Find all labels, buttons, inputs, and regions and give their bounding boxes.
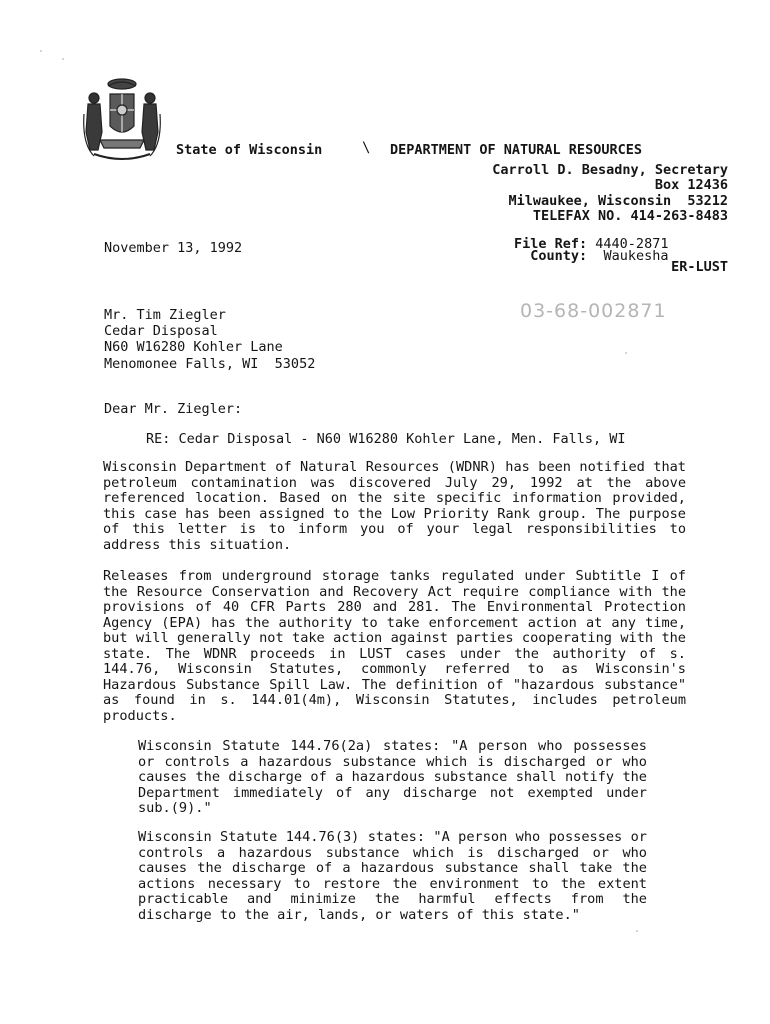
paragraph-text: Releases from underground storage tanks regulated under Subtitle I of the Resource Conservation and Recovery Act require compliance with the provisions of 40 CFR Parts 280 and 281. The Environmental Protection Agency (EPA) has the authority to take enforcement action at any time, but will generally not take action against parties cooperating with the state. The WDNR proceeds in LUST cases under the authority of s. 144.76, Wisconsin Statutes, commonly referred to as Wisconsin's Hazardous Substance Spill Law. The definition of "hazardous substance" as found in s. 144.01(4m), Wisconsin Statutes, includes petroleum products.	[103, 568, 686, 724]
recipient-line: Cedar Disposal	[104, 323, 218, 340]
wisconsin-state-seal-icon	[80, 74, 164, 164]
scan-speck	[62, 58, 64, 60]
recipient-line: Mr. Tim Ziegler	[104, 307, 226, 323]
address-line: Carroll D. Besadny, Secretary	[492, 162, 728, 178]
scan-speck	[636, 930, 638, 932]
salutation: Dear Mr. Ziegler:	[104, 401, 243, 417]
handwritten-file-number: 03-68-002871	[520, 300, 667, 322]
letter-date: November 13, 1992	[104, 240, 243, 256]
file-reference	[514, 236, 728, 275]
quote-text: Wisconsin Statute 144.76(3) states: "A person who possesses or controls a hazardous substance which is discharged or who causes the discharge of a hazardous substance shall take the actions necessary to restore the environment to the extent practicable and minimize the harmful effects from the discharge to the air, lands, or waters of this state."	[138, 829, 647, 923]
header-separator: \	[362, 140, 371, 156]
scan-speck	[40, 50, 42, 52]
paragraph-text: Wisconsin Department of Natural Resources (WDNR) has been notified that petroleum contamination was discovered July 29, 1992 at the above referenced location. Based on the site specific information provided, this case has been assigned to the Low Priority Rank group. The purpose of this letter is to inform you of your legal responsibilities to address this situation.	[103, 459, 686, 553]
statute-quote	[138, 739, 647, 817]
body-paragraph	[103, 569, 686, 724]
scan-speck	[625, 352, 627, 354]
program-code: ER-LUST	[671, 259, 728, 275]
department-name: DEPARTMENT OF NATURAL RESOURCES	[390, 142, 642, 158]
county-label: County:	[530, 247, 588, 264]
address-line: Milwaukee, Wisconsin 53212	[508, 192, 728, 209]
body-paragraph	[103, 460, 686, 553]
state-name: State of Wisconsin	[176, 142, 323, 158]
re-line: RE: Cedar Disposal - N60 W16280 Kohler Lane, Men. Falls, WI	[146, 431, 626, 447]
quote-text: Wisconsin Statute 144.76(2a) states: "A person who possesses or controls a hazardous substance which is discharged or who causes the discharge of a hazardous substance shall notify the Department immediately of any discharge not exempted under sub.(9)."	[138, 738, 647, 816]
statute-quote	[138, 830, 647, 923]
address-line: TELEFAX NO. 414-263-8483	[532, 207, 728, 224]
recipient-address	[104, 307, 315, 372]
recipient-line: N60 W16280 Kohler Lane	[104, 339, 283, 356]
county-value: Waukesha	[603, 247, 669, 264]
address-line: Box 12436	[654, 177, 728, 194]
recipient-line: Menomonee Falls, WI 53052	[104, 355, 316, 372]
file-ref-value: 4440-2871	[595, 236, 669, 252]
file-ref-label: File Ref:	[514, 236, 588, 252]
department-address	[492, 163, 728, 224]
